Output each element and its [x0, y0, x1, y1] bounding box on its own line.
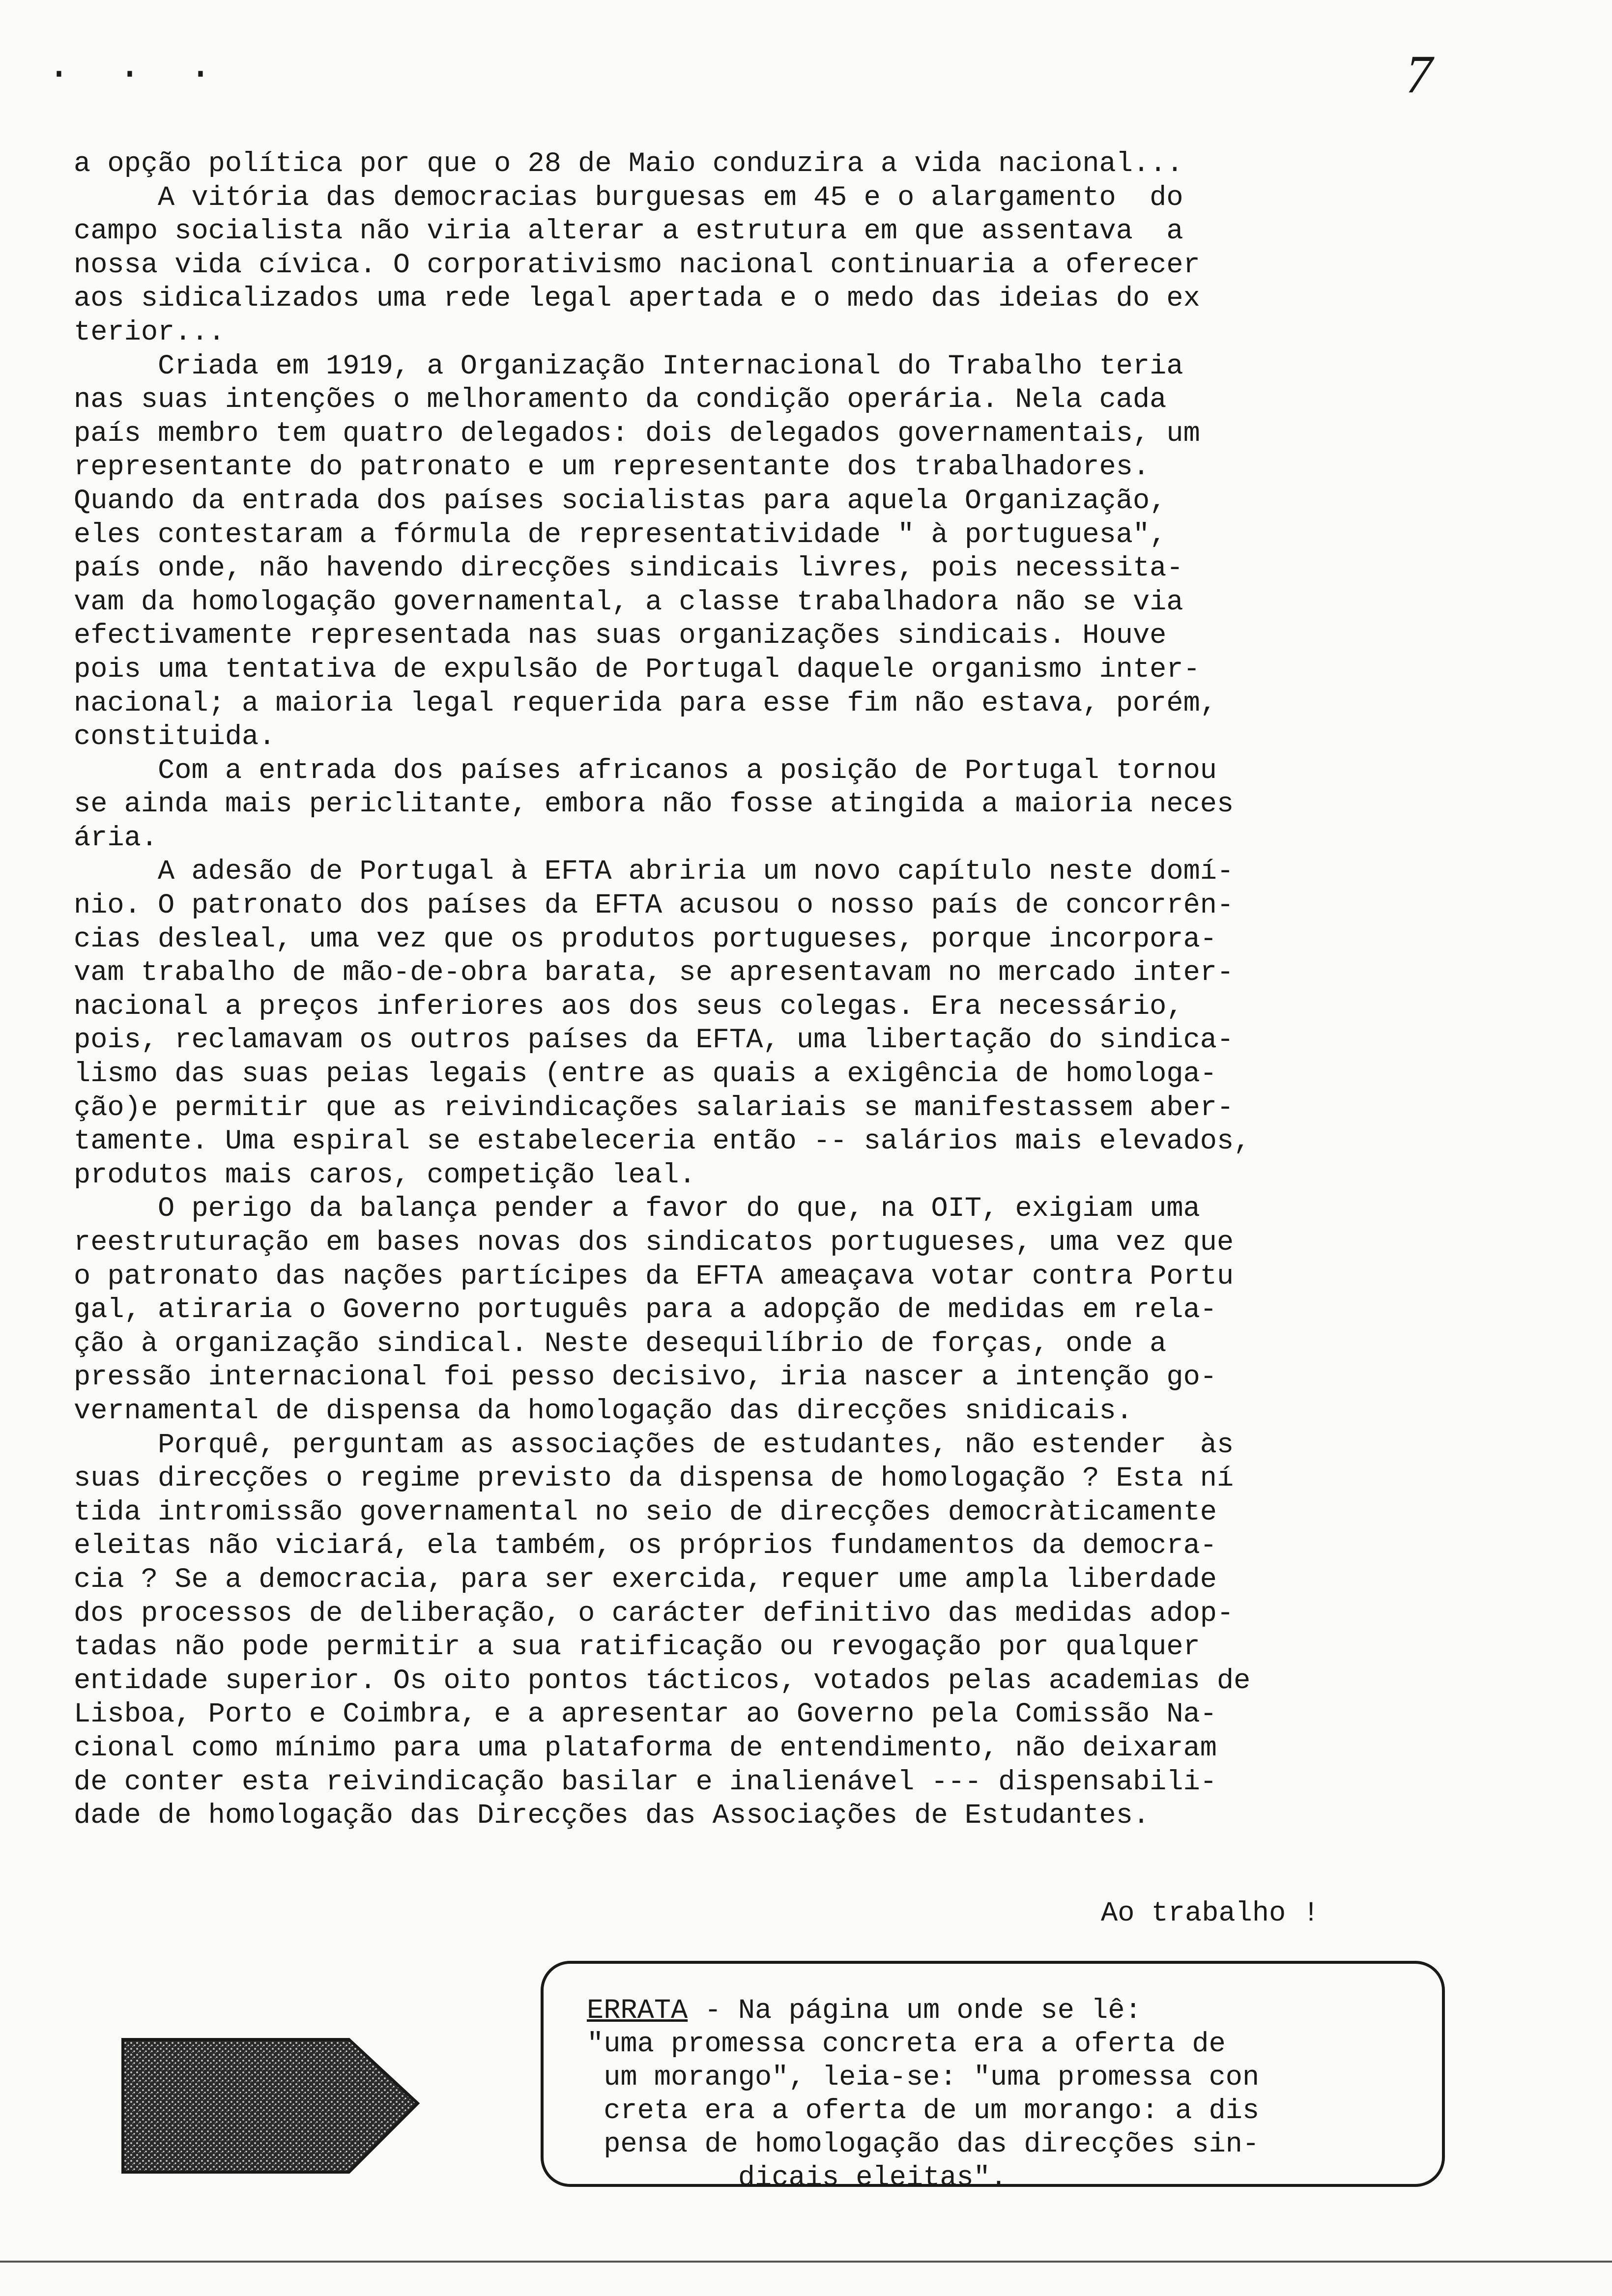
- errata-body: [587, 1995, 1259, 2194]
- body-text: [74, 147, 1469, 1833]
- errata-line: um morango", leia-se: "uma promessa con: [587, 2062, 1260, 2094]
- body-line: nacional a preços inferiores aos dos seus colegas. Era necessário,: [74, 991, 1183, 1023]
- body-line: país membro tem quatro delegados: dois delegados governamentais, um: [74, 418, 1200, 450]
- body-line: aos sidicalizados uma rede legal apertada e o medo das ideias do ex: [74, 283, 1200, 315]
- body-line: cional como mínimo para uma plataforma de entendimento, não deixaram: [74, 1732, 1217, 1764]
- body-line: A adesão de Portugal à EFTA abriria um novo capítulo neste domí-: [74, 856, 1234, 888]
- body-line: país onde, não havendo direcções sindicais livres, pois necessita-: [74, 553, 1183, 585]
- body-line: nossa vida cívica. O corporativismo nacional continuaria a oferecer: [74, 249, 1200, 281]
- body-line: ção)e permitir que as reivindicações salariais se manifestassem aber-: [74, 1092, 1234, 1124]
- body-line: cias desleal, uma vez que os produtos portugueses, porque incorpora-: [74, 923, 1217, 955]
- body-line: entidade superior. Os oito pontos tácticos, votados pelas academias de: [74, 1665, 1251, 1697]
- errata-line: - Na página um onde se lê:: [688, 1995, 1142, 2027]
- body-line: eleitas não viciará, ela também, os próprios fundamentos da democra-: [74, 1530, 1217, 1562]
- body-line: lismo das suas peias legais (entre as quais a exigência de homologa-: [74, 1059, 1217, 1091]
- body-line: produtos mais caros, competição leal.: [74, 1159, 696, 1191]
- body-line: tamente. Uma espiral se estabeleceria então -- salários mais elevados,: [74, 1126, 1251, 1158]
- body-line: Porquê, perguntam as associações de estudantes, não estender às: [74, 1429, 1234, 1461]
- body-line: pressão internacional foi pesso decisivo, iria nascer a intenção go-: [74, 1362, 1217, 1394]
- body-line: O perigo da balança pender a favor do que, na OIT, exigiam uma: [74, 1193, 1200, 1225]
- body-line: de conter esta reivindicação basilar e inalienável --- dispensabili-: [74, 1766, 1217, 1798]
- closing-line: Ao trabalho !: [1101, 1898, 1320, 1929]
- body-line: o patronato das nações partícipes da EFTA ameaçava votar contra Portu: [74, 1261, 1234, 1292]
- body-line: efectivamente representada nas suas organizações sindicais. Houve: [74, 620, 1167, 652]
- body-line: tadas não pode permitir a sua ratificação ou revogação por qualquer: [74, 1632, 1200, 1664]
- body-line: a opção política por que o 28 de Maio conduzira a vida nacional...: [74, 148, 1183, 180]
- body-line: campo socialista não viria alterar a estrutura em que assentava a: [74, 216, 1183, 248]
- body-line: gal, atiraria o Governo português para a adopção de medidas em rela-: [74, 1294, 1217, 1326]
- body-line: A vitória das democracias burguesas em 45 e o alargamento do: [74, 182, 1183, 214]
- body-line: Lisboa, Porto e Coimbra, e a apresentar ao Governo pela Comissão Na-: [74, 1699, 1217, 1731]
- body-line: Com a entrada dos países africanos a posição de Portugal tornou: [74, 755, 1217, 787]
- corner-marks: . . .: [47, 44, 225, 89]
- body-line: vam trabalho de mão-de-obra barata, se apresentavam no mercado inter-: [74, 957, 1234, 989]
- body-line: vernamental de dispensa da homologação das direcções snidicais.: [74, 1395, 1133, 1427]
- body-line: reestruturação em bases novas dos sindicatos portugueses, uma vez que: [74, 1227, 1234, 1259]
- body-line: vam da homologação governamental, a classe trabalhadora não se via: [74, 586, 1183, 618]
- errata-box: [541, 1961, 1445, 2194]
- errata-line: "uma promessa concreta era a oferta de: [587, 2029, 1226, 2060]
- body-line: tida intromissão governamental no seio de direcções democràticamente: [74, 1496, 1217, 1528]
- body-line: eles contestaram a fórmula de representatividade " à portuguesa",: [74, 519, 1167, 551]
- errata-line: dicais eleitas".: [587, 2162, 1008, 2194]
- body-line: Criada em 1919, a Organização Internacional do Trabalho teria: [74, 350, 1183, 382]
- arrow-stamp: [118, 2030, 423, 2177]
- body-line: cia ? Se a democracia, para ser exercida, requer ume ampla liberdade: [74, 1564, 1217, 1596]
- body-line: nas suas intenções o melhoramento da condição operária. Nela cada: [74, 384, 1167, 416]
- body-line: suas direcções o regime previsto da dispensa de homologação ? Esta ní: [74, 1463, 1234, 1495]
- errata-text: [587, 1994, 1259, 2195]
- body-line: Quando da entrada dos países socialistas para aquela Organização,: [74, 485, 1167, 517]
- body-line: representante do patronato e um representante dos trabalhadores.: [74, 452, 1150, 484]
- body-line: ária.: [74, 822, 158, 854]
- bottom-rule: [0, 2261, 1612, 2263]
- body-line: se ainda mais periclitante, embora não fosse atingida a maioria neces: [74, 789, 1234, 821]
- errata-line: creta era a oferta de um morango: a dis: [587, 2095, 1260, 2127]
- body-line: dade de homologação das Direcções das Associações de Estudantes.: [74, 1800, 1150, 1832]
- errata-line: pensa de homologação das direcções sin-: [587, 2129, 1260, 2160]
- page-number: 7: [1406, 44, 1433, 104]
- body-line: dos processos de deliberação, o carácter definitivo das medidas adop-: [74, 1598, 1234, 1630]
- body-line: terior...: [74, 316, 225, 348]
- body-line: nio. O patronato dos países da EFTA acusou o nosso país de concorrên-: [74, 890, 1234, 922]
- body-line: ção à organização sindical. Neste desequilíbrio de forças, onde a: [74, 1328, 1167, 1360]
- body-line: nacional; a maioria legal requerida para esse fim não estava, porém,: [74, 688, 1217, 719]
- errata-heading: ERRATA: [587, 1995, 688, 2027]
- body-line: pois uma tentativa de expulsão de Portugal daquele organismo inter-: [74, 654, 1200, 686]
- body-line: pois, reclamavam os outros países da EFTA, uma libertação do sindica-: [74, 1025, 1234, 1057]
- body-line: constituida.: [74, 721, 276, 753]
